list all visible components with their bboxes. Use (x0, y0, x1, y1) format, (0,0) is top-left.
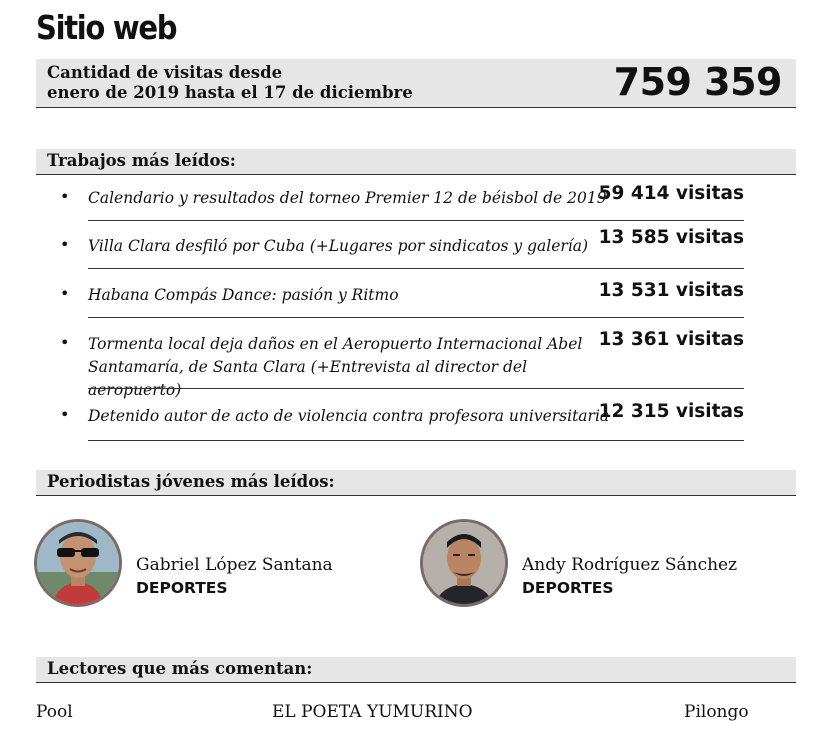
commenters-header (36, 657, 796, 683)
article-visits: 12 315 visitas (598, 401, 744, 422)
divider (88, 268, 744, 269)
total-visits-band (36, 59, 796, 108)
total-visits-value: 759 359 (613, 60, 782, 104)
journalist-card[interactable] (420, 519, 760, 611)
article-title[interactable]: Calendario y resultados del torneo Premier 12 de béisbol de 2019 (88, 189, 607, 207)
bullet-icon: • (60, 333, 70, 352)
bullet-icon: • (60, 187, 70, 206)
article-title[interactable]: Tormenta local deja daños en el Aeropuerto Internacional Abel Santamaría, de Santa Clara (+Entrevista al director del aeropuerto) (88, 335, 583, 399)
journalists-heading: Periodistas jóvenes más leídos: (47, 472, 335, 491)
journalist-photo-icon (423, 522, 505, 604)
total-visits-label-line1: Cantidad de visitas desde (47, 63, 283, 82)
divider (88, 317, 744, 318)
bullet-icon: • (60, 405, 70, 424)
bullet-icon: • (60, 284, 70, 303)
avatar (420, 519, 508, 607)
avatar (34, 519, 122, 607)
journalist-name[interactable]: Andy Rodríguez Sánchez (522, 555, 738, 575)
commenter-name: Pool (36, 702, 73, 722)
divider (88, 388, 744, 389)
top-articles-header (36, 149, 796, 175)
article-item[interactable] (60, 329, 744, 399)
commenter-name: Pilongo (684, 702, 749, 722)
divider (88, 220, 744, 221)
commenter-name: EL POETA YUMURINO (272, 702, 473, 722)
journalist-photo-icon (37, 522, 119, 604)
article-visits: 13 531 visitas (598, 280, 744, 301)
article-item[interactable] (60, 183, 744, 221)
article-title[interactable]: Villa Clara desfiló por Cuba (+Lugares por sindicatos y galería) (88, 237, 589, 255)
top-articles-heading: Trabajos más leídos: (47, 151, 236, 170)
article-title[interactable]: Detenido autor de acto de violencia contra profesora universitaria (88, 407, 610, 425)
page-title: Sitio web (36, 8, 177, 47)
commenters-heading: Lectores que más comentan: (47, 659, 313, 678)
article-visits: 59 414 visitas (598, 183, 744, 204)
journalist-section: DEPORTES (522, 579, 614, 597)
article-item[interactable] (60, 401, 744, 441)
article-item[interactable] (60, 280, 744, 318)
article-title[interactable]: Habana Compás Dance: pasión y Ritmo (88, 286, 399, 304)
article-visits: 13 361 visitas (598, 329, 744, 350)
divider (88, 440, 744, 441)
article-item[interactable] (60, 227, 744, 269)
journalist-section: DEPORTES (136, 579, 228, 597)
total-visits-label-line2: enero de 2019 hasta el 17 de diciembre (47, 83, 413, 102)
journalist-name[interactable]: Gabriel López Santana (136, 555, 333, 575)
total-visits-label (47, 63, 507, 103)
article-visits: 13 585 visitas (598, 227, 744, 248)
journalists-header (36, 470, 796, 496)
journalist-card[interactable] (34, 519, 364, 611)
bullet-icon: • (60, 235, 70, 254)
